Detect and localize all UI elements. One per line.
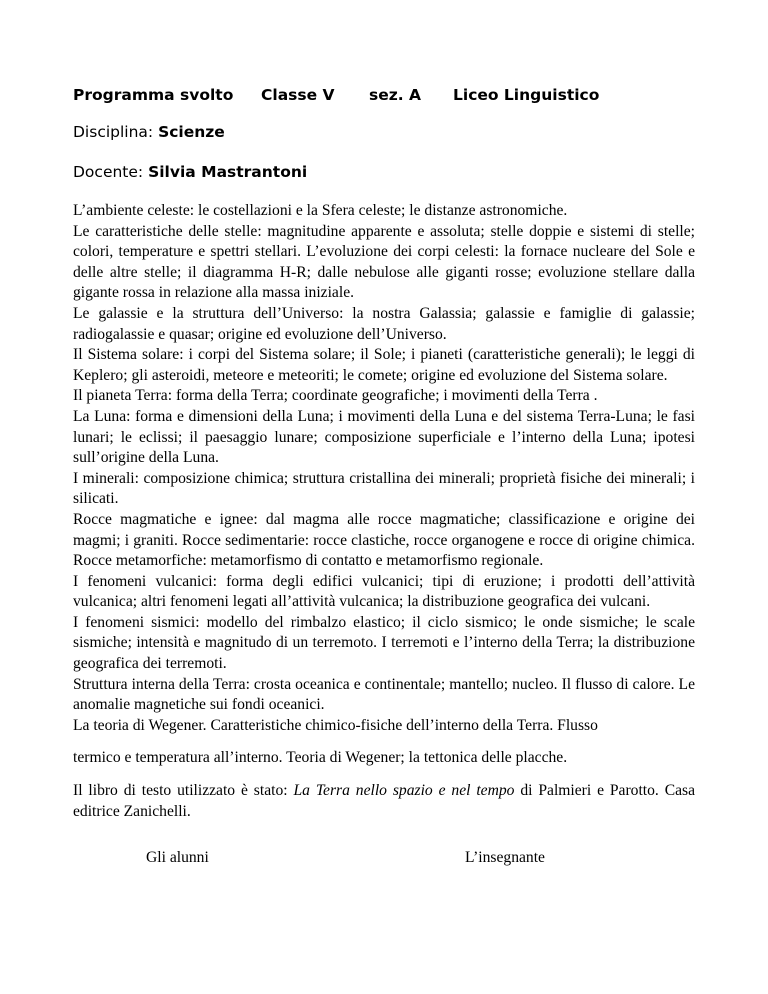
textbook-title: La Terra nello spazio e nel tempo <box>293 782 515 800</box>
program-paragraph: La teoria di Wegener. Caratteristiche chimico-fisiche dell’interno della Terra. Flusso <box>73 716 598 734</box>
program-paragraph: Il pianeta Terra: forma della Terra; coordinate geografiche; i movimenti della Terra . <box>73 387 598 405</box>
program-paragraph: I minerali: composizione chimica; struttura cristallina dei minerali; proprietà fisiche dei minerali; i silicati. <box>73 469 695 508</box>
docente-line <box>73 162 307 182</box>
header-liceo: Liceo Linguistico <box>453 86 600 104</box>
header-classe: Classe V <box>261 86 335 104</box>
header-sezione: sez. A <box>369 86 422 104</box>
program-paragraph: Le caratteristiche delle stelle: magnitudine apparente e assoluta; stelle doppie e sistemi di stelle; colori, temperature e spettri stellari. L’evoluzione dei corpi celesti: la fornace nucleare del Sole e delle altre stelle; il diagramma H-R; dalle nebulose alle giganti rosse; evoluzione stellare dalla gigante rossa in relazione alla massa iniziale. <box>73 222 695 302</box>
docente-value: Silvia Mastrantoni <box>148 163 308 181</box>
program-paragraph: La Luna: forma e dimensioni della Luna; i movimenti della Luna e del sistema Terra-Luna; le fasi lunari; le eclissi; il paesaggio lunare; composizione superficiale e l’interno della Luna; ipotesi sull’origine della Luna. <box>73 407 695 467</box>
textbook-suffix: di Palmieri e Parotto. Casa editrice Zanichelli. <box>73 782 696 820</box>
textbook-prefix: Il libro di testo utilizzato è stato: <box>73 782 294 800</box>
program-body <box>73 201 695 822</box>
program-paragraph: I fenomeni sismici: modello del rimbalzo elastico; il ciclo sismico; le onde sismiche; le scale sismiche; intensità e magnitudo di un terremoto. I terremoti e l’interno della Terra; la distribuzione geografica dei terremoti. <box>73 613 695 673</box>
program-paragraph: Struttura interna della Terra: crosta oceanica e continentale; mantello; nucleo. Il flusso di calore. Le anomalie magnetiche sui fondi oceanici. <box>73 675 695 714</box>
program-paragraph: Le galassie e la struttura dell’Universo: la nostra Galassia; galassie e famiglie di galassie; radiogalassie e quasar; origine ed evoluzione dell’Universo. <box>73 304 695 343</box>
header-programma: Programma svolto <box>73 86 234 104</box>
teacher-signature-label: L’insegnante <box>465 849 545 866</box>
disciplina-label: Disciplina: <box>73 123 159 141</box>
program-paragraph: I fenomeni vulcanici: forma degli edifici vulcanici; tipi di eruzione; i prodotti dell’attività vulcanica; altri fenomeni legati all’attività vulcanica; la distribuzione geografica dei vulcani. <box>73 572 695 611</box>
disciplina-value: Scienze <box>158 123 225 141</box>
textbook-note <box>73 781 695 822</box>
program-continuation: termico e temperatura all’interno. Teoria di Wegener; la tettonica delle placche. <box>73 749 568 767</box>
program-paragraph: Il Sistema solare: i corpi del Sistema solare; il Sole; i pianeti (caratteristiche generali); le leggi di Keplero; gli asteroidi, meteore e meteoriti; le comete; origine ed evoluzione del Sistema solare. <box>73 346 695 384</box>
students-signature-label: Gli alunni <box>146 849 209 866</box>
program-paragraph: L’ambiente celeste: le costellazioni e la Sfera celeste; le distanze astronomiche. <box>73 202 568 219</box>
disciplina-line <box>73 122 225 142</box>
docente-label: Docente: <box>73 163 149 181</box>
program-paragraph: Rocce magmatiche e ignee: dal magma alle rocce magmatiche; classificazione e origine dei magmi; i graniti. Rocce sedimentarie: rocce clastiche, rocce organogene e rocce di origine chimica. Rocce metamorfiche: metamorfismo di contatto e metamorfismo regionale. <box>73 510 695 570</box>
